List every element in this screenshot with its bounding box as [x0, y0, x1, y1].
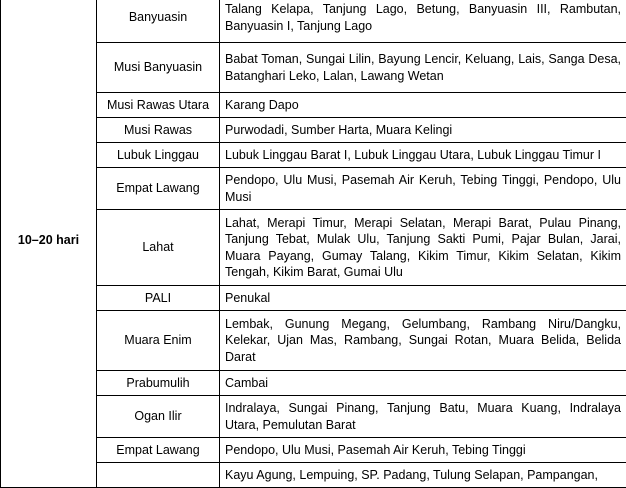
district-list-cell: Talang Kelapa, Tanjung Lago, Betung, Banyuasin III, Rambutan, Banyuasin I, Tanjung Lago: [220, 0, 626, 43]
district-list-cell: Cambai: [220, 371, 626, 396]
region-name-cell: Lahat: [97, 210, 220, 286]
region-name-cell: [97, 463, 220, 488]
district-list-cell: Lubuk Linggau Barat I, Lubuk Linggau Utara, Lubuk Linggau Timur I: [220, 143, 626, 168]
table-row: [1, 0, 626, 43]
region-name-cell: Musi Rawas Utara: [97, 93, 220, 118]
district-list-cell: Indralaya, Sungai Pinang, Tanjung Batu, Muara Kuang, Indralaya Utara, Pemulutan Barat: [220, 396, 626, 438]
region-name-cell: Ogan Ilir: [97, 396, 220, 438]
district-list-cell: Babat Toman, Sungai Lilin, Bayung Lencir, Keluang, Lais, Sanga Desa, Batanghari Leko, Lalan, Lawang Wetan: [220, 43, 626, 93]
district-list-cell: Karang Dapo: [220, 93, 626, 118]
table-body: [1, 0, 626, 488]
region-name-cell: Prabumulih: [97, 371, 220, 396]
region-name-cell: Muara Enim: [97, 311, 220, 371]
district-list-cell: Lembak, Gunung Megang, Gelumbang, Rambang Niru/Dangku, Kelekar, Ujan Mas, Rambang, Sungai Rotan, Muara Belida, Belida Darat: [220, 311, 626, 371]
region-name-cell: Lubuk Linggau: [97, 143, 220, 168]
district-list-cell: Pendopo, Ulu Musi, Pasemah Air Keruh, Tebing Tinggi, Pendopo, Ulu Musi: [220, 168, 626, 210]
region-name-cell: Musi Rawas: [97, 118, 220, 143]
region-name-cell: Banyuasin: [97, 0, 220, 43]
district-list-cell: Pendopo, Ulu Musi, Pasemah Air Keruh, Tebing Tinggi: [220, 438, 626, 463]
district-list-cell: Purwodadi, Sumber Harta, Muara Kelingi: [220, 118, 626, 143]
district-list-cell: Lahat, Merapi Timur, Merapi Selatan, Merapi Barat, Pulau Pinang, Tanjung Tebat, Mulak Ulu, Tanjung Sakti Pumi, Pajar Bulan, Jarai, Muara Payang, Gumay Talang, Kikim Timur, Kikim Selatan, Kikim Tengah, Kikim Barat, Gumai Ulu: [220, 210, 626, 286]
region-name-cell: Empat Lawang: [97, 168, 220, 210]
region-name-cell: PALI: [97, 286, 220, 311]
district-list-cell: Penukal: [220, 286, 626, 311]
district-list-cell: Kayu Agung, Lempuing, SP. Padang, Tulung Selapan, Pampangan,: [220, 463, 626, 488]
duration-cell: 10–20 hari: [1, 0, 97, 488]
region-name-cell: Empat Lawang: [97, 438, 220, 463]
region-name-cell: Musi Banyuasin: [97, 43, 220, 93]
